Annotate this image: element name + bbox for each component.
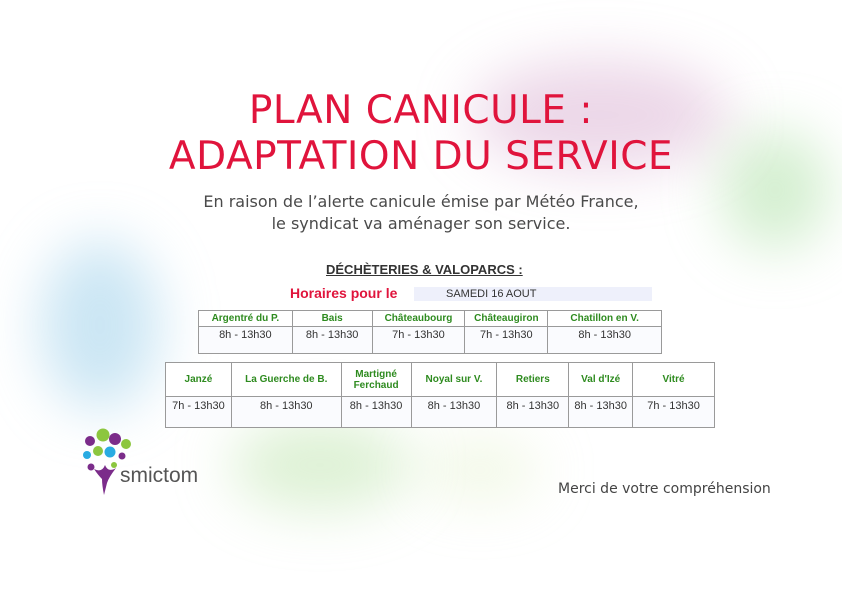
table-cell: 7h - 13h30 (372, 327, 465, 354)
subtitle-line1: En raison de l’alerte canicule émise par Météo France, (203, 192, 639, 211)
table-row (166, 397, 715, 428)
table-cell: 7h - 13h30 (166, 397, 232, 428)
table-cell: 8h - 13h30 (569, 397, 633, 428)
closing-message: Merci de votre compréhension (558, 481, 771, 497)
table-header-cell: Châteaubourg (372, 311, 465, 327)
horaires-label: Horaires pour le (290, 285, 398, 301)
table-header-cell: Janzé (166, 363, 232, 397)
table-cell: 7h - 13h30 (633, 397, 715, 428)
table-header-cell: La Guerche de B. (231, 363, 341, 397)
table-cell: 8h - 13h30 (199, 327, 293, 354)
subtitle-line2: le syndicat va aménager son service. (271, 214, 571, 233)
table-cell: 7h - 13h30 (465, 327, 548, 354)
table-cell: 8h - 13h30 (292, 327, 372, 354)
table-header-cell: Martigné Ferchaud (341, 363, 411, 397)
logo-text: smictom (120, 464, 199, 487)
table-cell: 8h - 13h30 (231, 397, 341, 428)
table-header-cell: Retiers (497, 363, 569, 397)
table-cell: 8h - 13h30 (497, 397, 569, 428)
page-title-line1: PLAN CANICULE : (248, 88, 594, 133)
background-green-bottom-blob (230, 420, 410, 510)
table-header-cell: Bais (292, 311, 372, 327)
background-blue-blob (40, 240, 160, 410)
table-row (199, 327, 662, 354)
smictom-logo-icon (78, 425, 213, 500)
table-header-cell: Argentré du P. (199, 311, 293, 327)
schedule-table-2 (165, 362, 715, 428)
table-header-row (166, 363, 715, 397)
background-lime-blob (420, 440, 540, 500)
table-header-row (199, 311, 662, 327)
date-field: SAMEDI 16 AOUT (414, 287, 652, 301)
table-cell: 8h - 13h30 (411, 397, 497, 428)
table-cell: 8h - 13h30 (548, 327, 662, 354)
table-header-cell: Val d'Izé (569, 363, 633, 397)
table-header-cell: Vitré (633, 363, 715, 397)
table-header-cell: Noyal sur V. (411, 363, 497, 397)
table-header-cell: Chatillon en V. (548, 311, 662, 327)
table-cell: 8h - 13h30 (341, 397, 411, 428)
table-header-cell: Châteaugiron (465, 311, 548, 327)
page-title-line2: ADAPTATION DU SERVICE (168, 134, 674, 179)
schedule-table-1 (198, 310, 662, 354)
section-heading: DÉCHÈTERIES & VALOPARCS : (326, 262, 523, 277)
